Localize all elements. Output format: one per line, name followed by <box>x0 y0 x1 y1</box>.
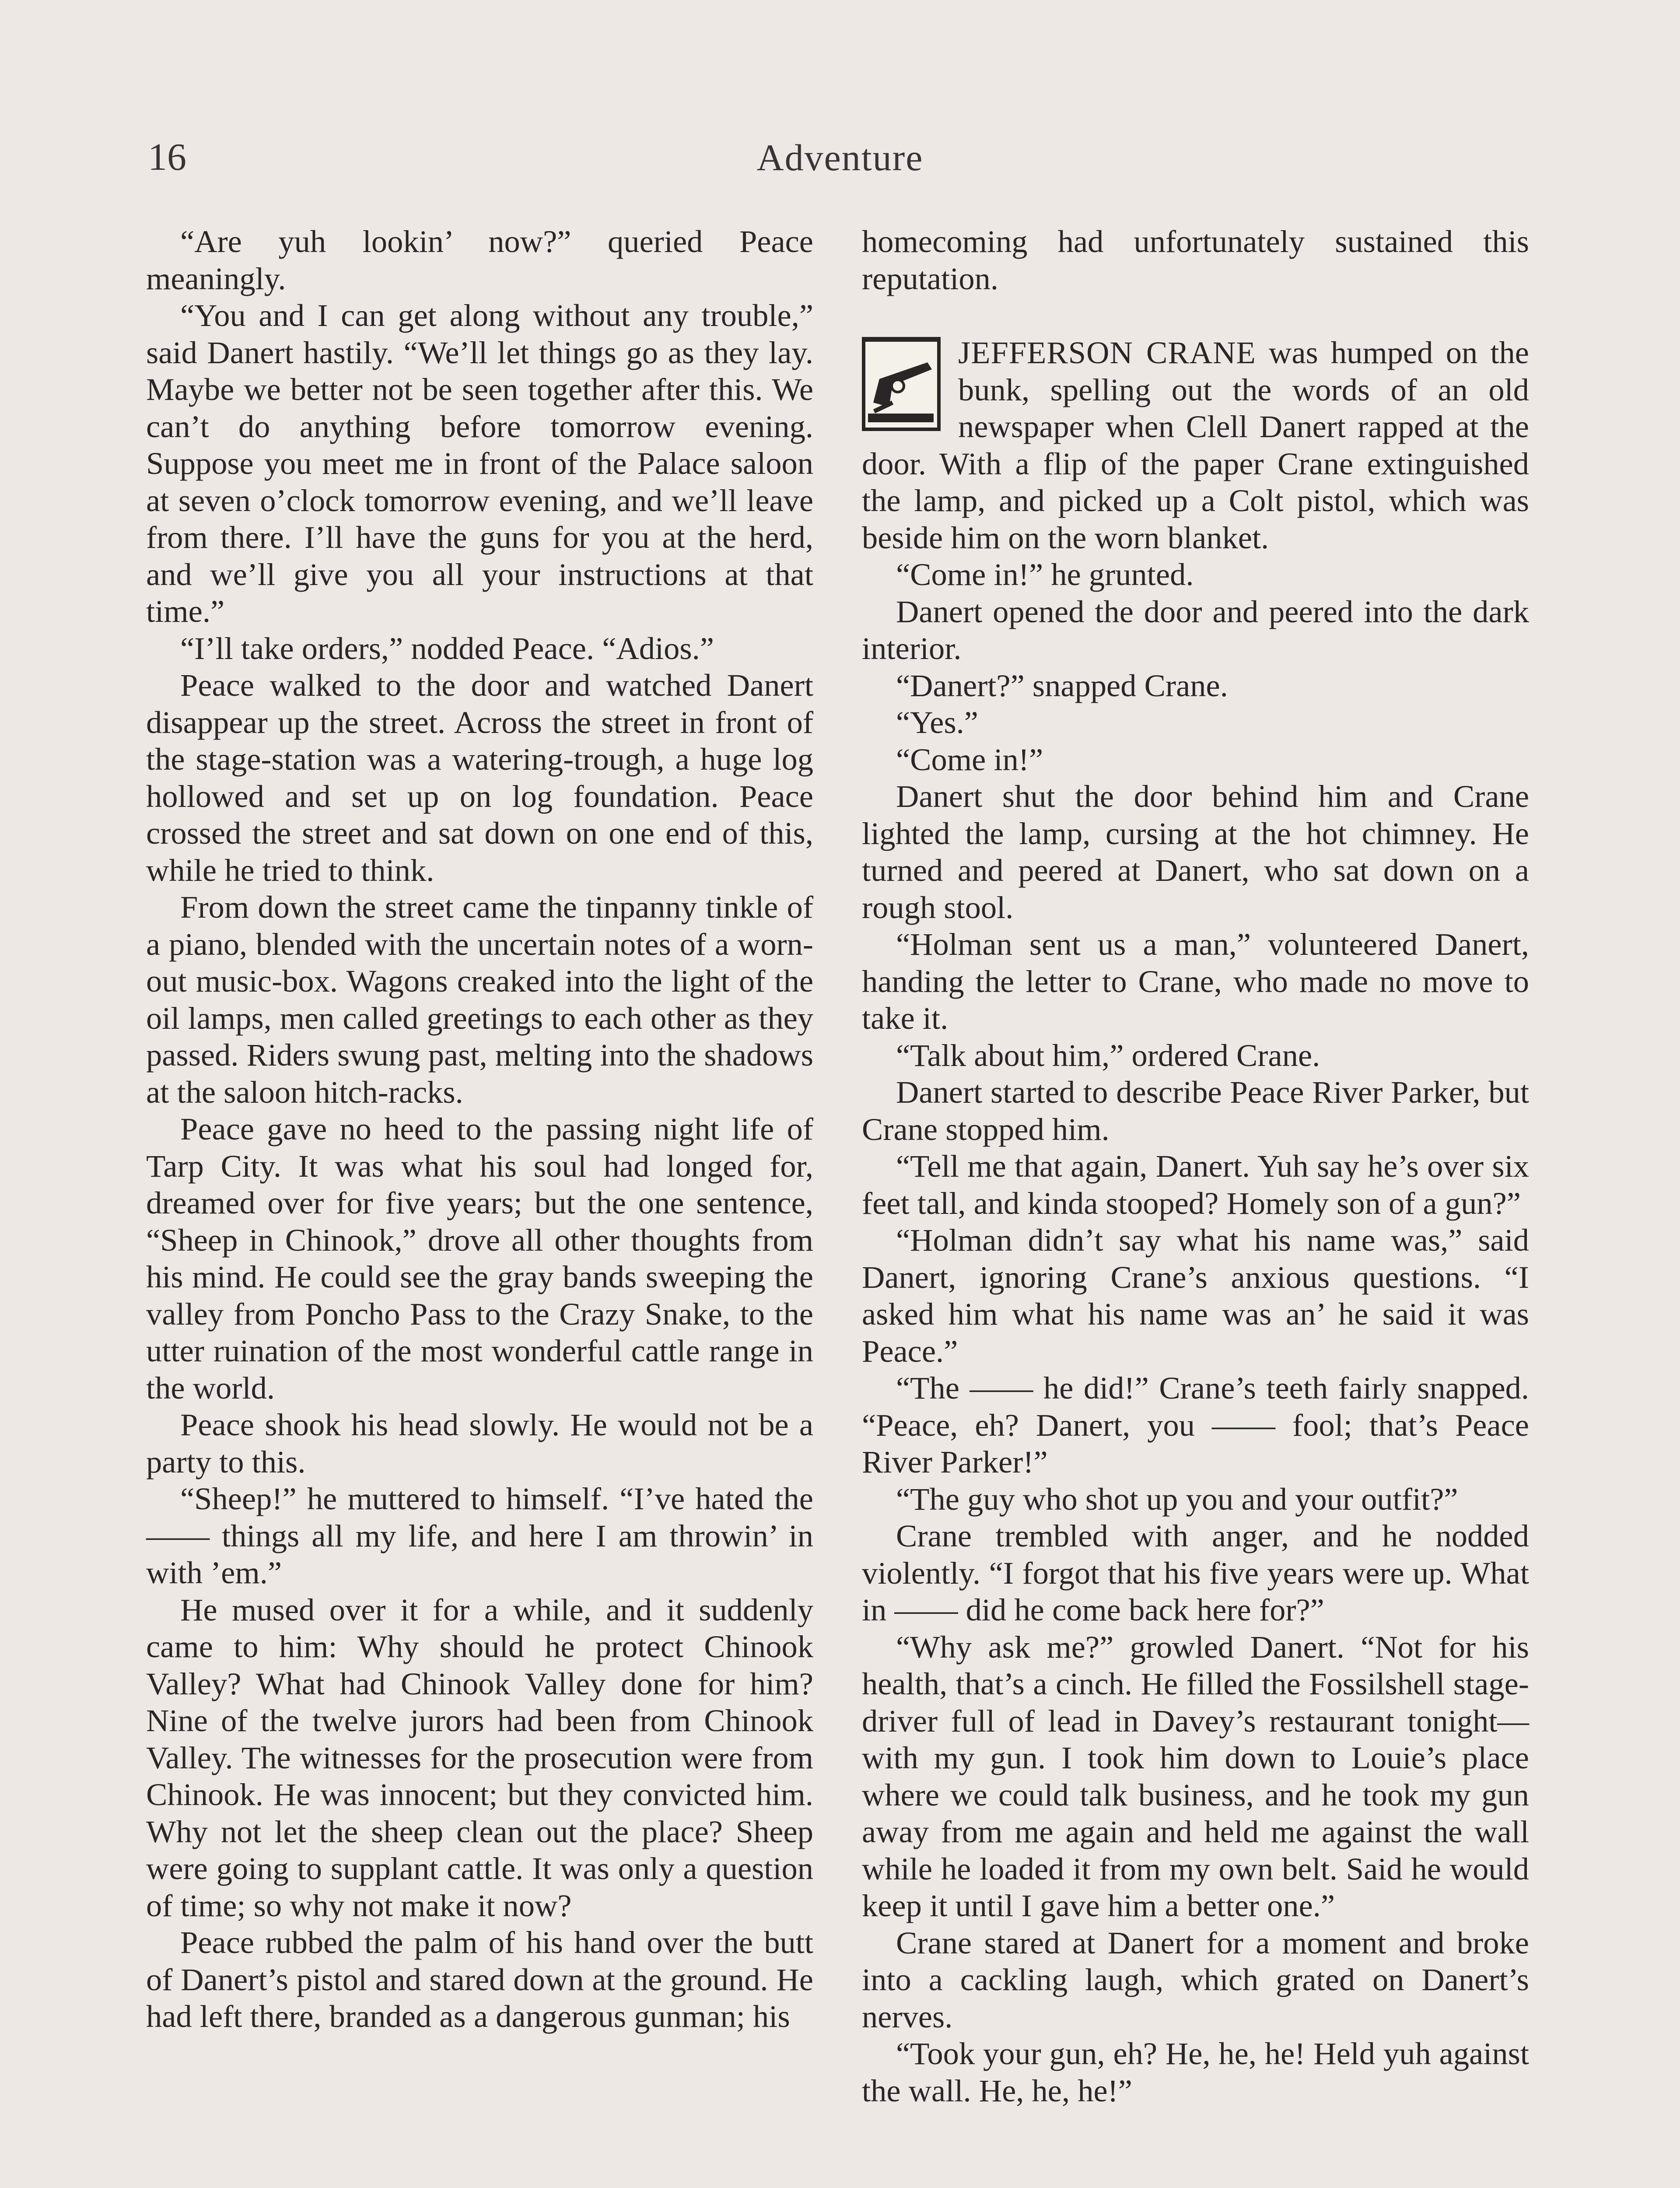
paragraph: Danert opened the door and peered into the dark interior. <box>862 593 1529 666</box>
section-break <box>862 297 1529 334</box>
dropcap-lead: JEFFERSON CRANE <box>958 335 1256 370</box>
paragraph: “Come in!” <box>896 741 1043 777</box>
magazine-title: Adventure <box>756 137 924 179</box>
paragraph: “I’ll take orders,” nodded Peace. “Adios.” <box>180 630 714 666</box>
paragraph: “Tell me that again, Danert. Yuh say he’s over six feet tall, and kinda stooped? Homely son of a gun?” <box>862 1148 1529 1221</box>
paragraph: “Took your gun, eh? He, he, he! Held yuh against the wall. He, he, he!” <box>862 2036 1529 2108</box>
pistol-icon <box>862 337 941 431</box>
right-column <box>862 223 1529 2109</box>
paragraph: “Come in!” he grunted. <box>896 557 1194 592</box>
paragraph: “Talk about him,” ordered Crane. <box>896 1037 1320 1073</box>
paragraph: homecoming had unfortunately sustained this reputation. <box>862 224 1529 296</box>
paragraph: “Holman sent us a man,” volunteered Danert, handing the letter to Crane, who made no move to take it. <box>862 926 1529 1036</box>
paragraph: Danert shut the door behind him and Crane lighted the lamp, cursing at the hot chimney. He turned and peered at Danert, who sat down on a rough stool. <box>862 778 1529 925</box>
dropcap-text: was humped on the bunk, spelling out the words of an old newspaper when Clell Danert rapped at the door. With a flip of the paper Crane extinguished the lamp, and picked up a Colt pistol, which was beside him on the worn blanket. <box>862 335 1529 555</box>
paragraph: “Danert?” snapped Crane. <box>896 667 1228 703</box>
paragraph: Peace gave no heed to the passing night life of Tarp City. It was what his soul had longed for, dreamed over for five years; but the one sentence, “Sheep in Chinook,” drove all other thoughts from his mind. He could see the gray bands sweeping the valley from Poncho Pass to the Crazy Snake, to the utter ruination of the most wonderful cattle range in the world. <box>146 1111 813 1406</box>
paragraph: Crane trembled with anger, and he nodded violently. “I forgot that his five years were up. What in —— did he come back here for?” <box>862 1518 1529 1627</box>
paragraph: “Are yuh lookin’ now?” queried Peace meaningly. <box>146 224 813 296</box>
paragraph: “You and I can get along without any trouble,” said Danert hastily. “We’ll let things go as they lay. Maybe we better not be seen together after this. We can’t do anything before tomorrow evening. Suppose you meet me in front of the Palace saloon at seven o’clock tomorrow evening, and we’ll leave from there. I’ll have the guns for you at the herd, and we’ll give you all your instructions at that time.” <box>146 298 813 629</box>
paragraph: Crane stared at Danert for a moment and broke into a cackling laugh, which grated on Danert’s nerves. <box>862 1925 1529 2034</box>
paragraph: “Holman didn’t say what his name was,” said Danert, ignoring Crane’s anxious questions. “I asked him what his name was an’ he said it was Peace.” <box>862 1222 1529 1369</box>
paragraph: He mused over it for a while, and it suddenly came to him: Why should he protect Chinook Valley? What had Chinook Valley done for him? Nine of the twelve jurors had been from Chinook Valley. The witnesses for the prosecution were from Chinook. He was innocent; but they convicted him. Why not let the sheep clean out the place? Sheep were going to supplant cattle. It was only a question of time; so why not make it now? <box>146 1592 813 1923</box>
paragraph: “Sheep!” he muttered to himself. “I’ve hated the —— things all my life, and here I am throwin’ in with ’em.” <box>146 1481 813 1590</box>
left-column <box>146 223 813 2035</box>
paragraph: Peace walked to the door and watched Danert disappear up the street. Across the street in front of the stage-station was a watering-trough, a huge log hollowed and set up on log foundation. Peace crossed the street and sat down on one end of this, while he tried to think. <box>146 667 813 888</box>
paragraph: “Yes.” <box>896 705 978 740</box>
paragraph: “The guy who shot up you and your outfit?” <box>896 1481 1458 1517</box>
paragraph: Peace rubbed the palm of his hand over the butt of Danert’s pistol and stared down at the ground. He had left there, branded as a dangerous gunman; his <box>146 1925 813 2034</box>
paragraph: Peace shook his head slowly. He would not be a party to this. <box>146 1407 813 1480</box>
dropcap-paragraph <box>862 334 1529 556</box>
page-header <box>0 131 1680 184</box>
paragraph: From down the street came the tinpanny tinkle of a piano, blended with the uncertain notes of a worn-out music-box. Wagons creaked into the light of the oil lamps, men called greetings to each other as they passed. Riders swung past, melting into the shadows at the saloon hitch-racks. <box>146 889 813 1110</box>
paragraph: Danert started to describe Peace River Parker, but Crane stopped him. <box>862 1074 1529 1147</box>
page-number: 16 <box>148 136 186 179</box>
paragraph: “Why ask me?” growled Danert. “Not for his health, that’s a cinch. He filled the Fossilshell stage-driver full of lead in Davey’s restaurant tonight—with my gun. I took him down to Louie’s place where we could talk business, and he took my gun away from me again and held me against the wall while he loaded it from my own belt. Said he would keep it until I gave him a better one.” <box>862 1629 1529 1923</box>
paragraph: “The —— he did!” Crane’s teeth fairly snapped. “Peace, eh? Danert, you —— fool; that’s Peace River Parker!” <box>862 1370 1529 1480</box>
